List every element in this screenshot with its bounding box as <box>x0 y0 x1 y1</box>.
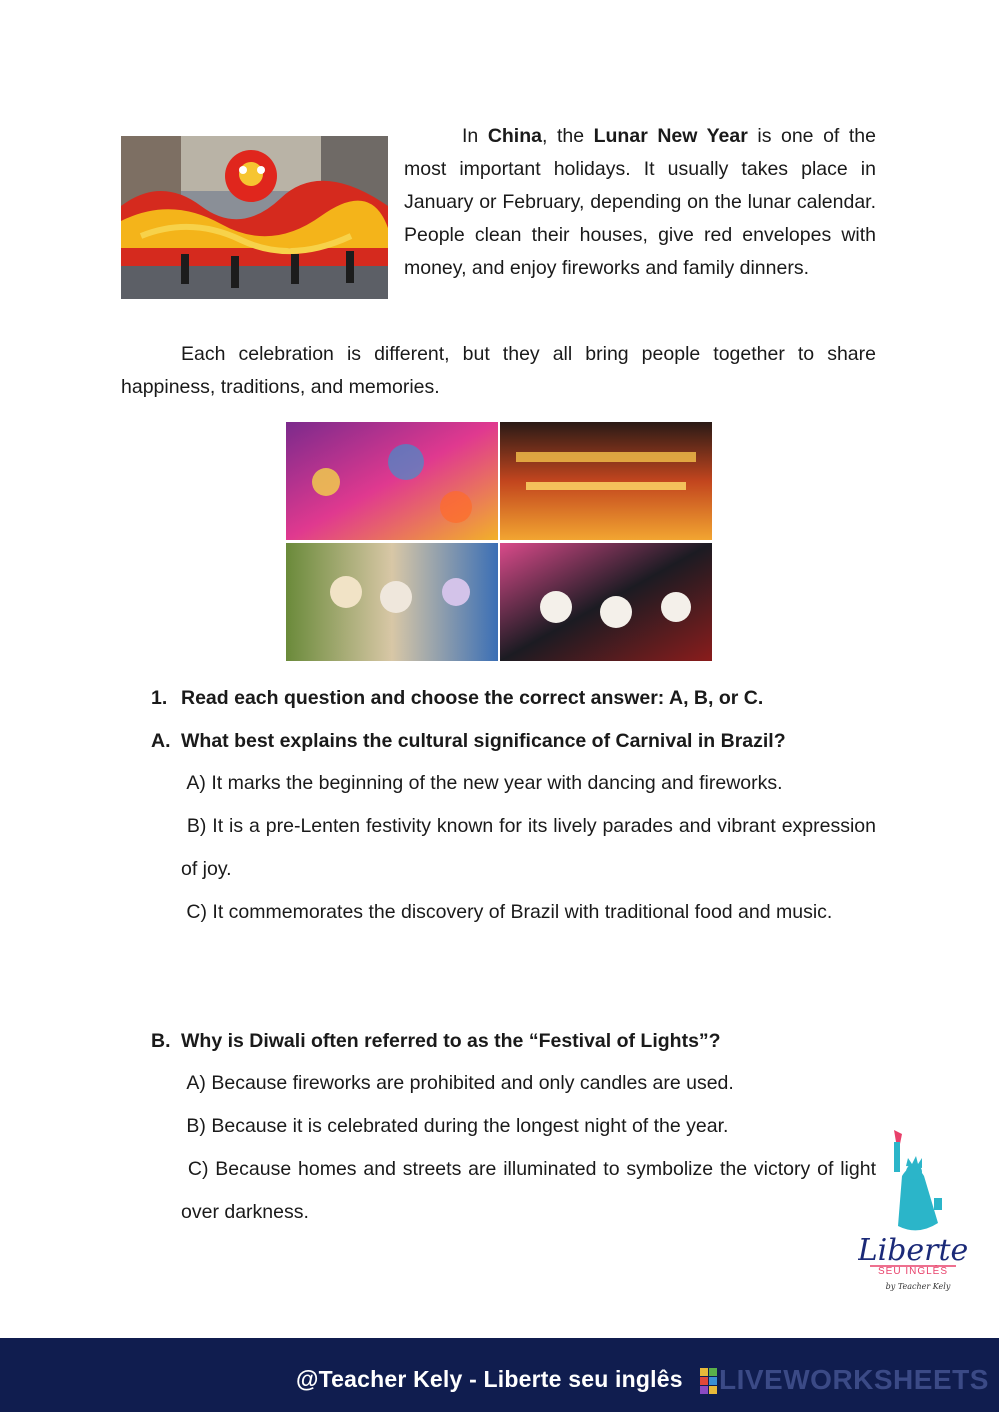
liveworksheets-icon <box>700 1368 718 1394</box>
option-text: A) It marks the beginning of the new year with dancing and fireworks. <box>186 772 783 794</box>
china-text-rest: is one of the most important holidays. It usually takes place in January or February, depending on the lunar calendar. People clean their houses, give red envelopes with money, and enjoy fireworks and family dinners. <box>404 125 876 279</box>
option-text: C) It commemorates the discovery of Brazil with traditional food and music. <box>186 901 833 923</box>
logo-brand: Liberte <box>858 1233 968 1268</box>
question-b-letter: B. <box>151 1030 171 1052</box>
question-a-option-b[interactable] <box>181 805 876 891</box>
china-bold: China <box>487 125 542 147</box>
question-a-option-c[interactable] <box>181 891 876 934</box>
question-a-option-a[interactable] <box>181 762 876 805</box>
question-b-option-a[interactable] <box>181 1062 876 1105</box>
logo-by: by Teacher Kely <box>885 1282 951 1291</box>
instruction-text: Read each question and choose the correct answer: A, B, or C. <box>181 687 764 709</box>
closing-text: Each celebration is different, but they all bring people together to share happiness, traditions, and memories. <box>121 343 876 398</box>
china-dragon-image <box>121 136 388 299</box>
liveworksheets-brand[interactable]: LIVEWORKSHEETS <box>719 1364 989 1395</box>
footer-bar <box>0 1338 999 1412</box>
question-b-text: Why is Diwali often referred to as the “Festival of Lights”? <box>181 1030 721 1052</box>
question-b-option-b[interactable] <box>181 1105 876 1148</box>
china-text-the: , the <box>541 125 594 147</box>
instruction-number: 1. <box>151 687 168 709</box>
option-text: B) It is a pre-Lenten festivity known for its lively parades and vibrant expression of joy. <box>181 815 876 880</box>
option-text: C) Because homes and streets are illuminated to symbolize the victory of light over darkness. <box>181 1158 876 1223</box>
china-paragraph <box>404 120 876 285</box>
china-text-in: In <box>462 125 488 147</box>
question-b-option-c[interactable] <box>181 1148 876 1234</box>
option-text: A) Because fireworks are prohibited and only candles are used. <box>186 1072 734 1094</box>
footer-text: @Teacher Kely - Liberte seu inglês <box>296 1366 683 1392</box>
option-text: B) Because it is celebrated during the longest night of the year. <box>186 1115 729 1137</box>
question-a-letter: A. <box>151 730 171 752</box>
festival-collage-image <box>286 422 712 661</box>
liberte-logo <box>858 1128 968 1298</box>
lunar-new-year-bold: Lunar New Year <box>593 125 748 147</box>
closing-paragraph <box>121 338 876 404</box>
logo-sub: SEU INGLÊS <box>877 1266 949 1277</box>
question-a-text: What best explains the cultural significance of Carnival in Brazil? <box>181 730 786 752</box>
